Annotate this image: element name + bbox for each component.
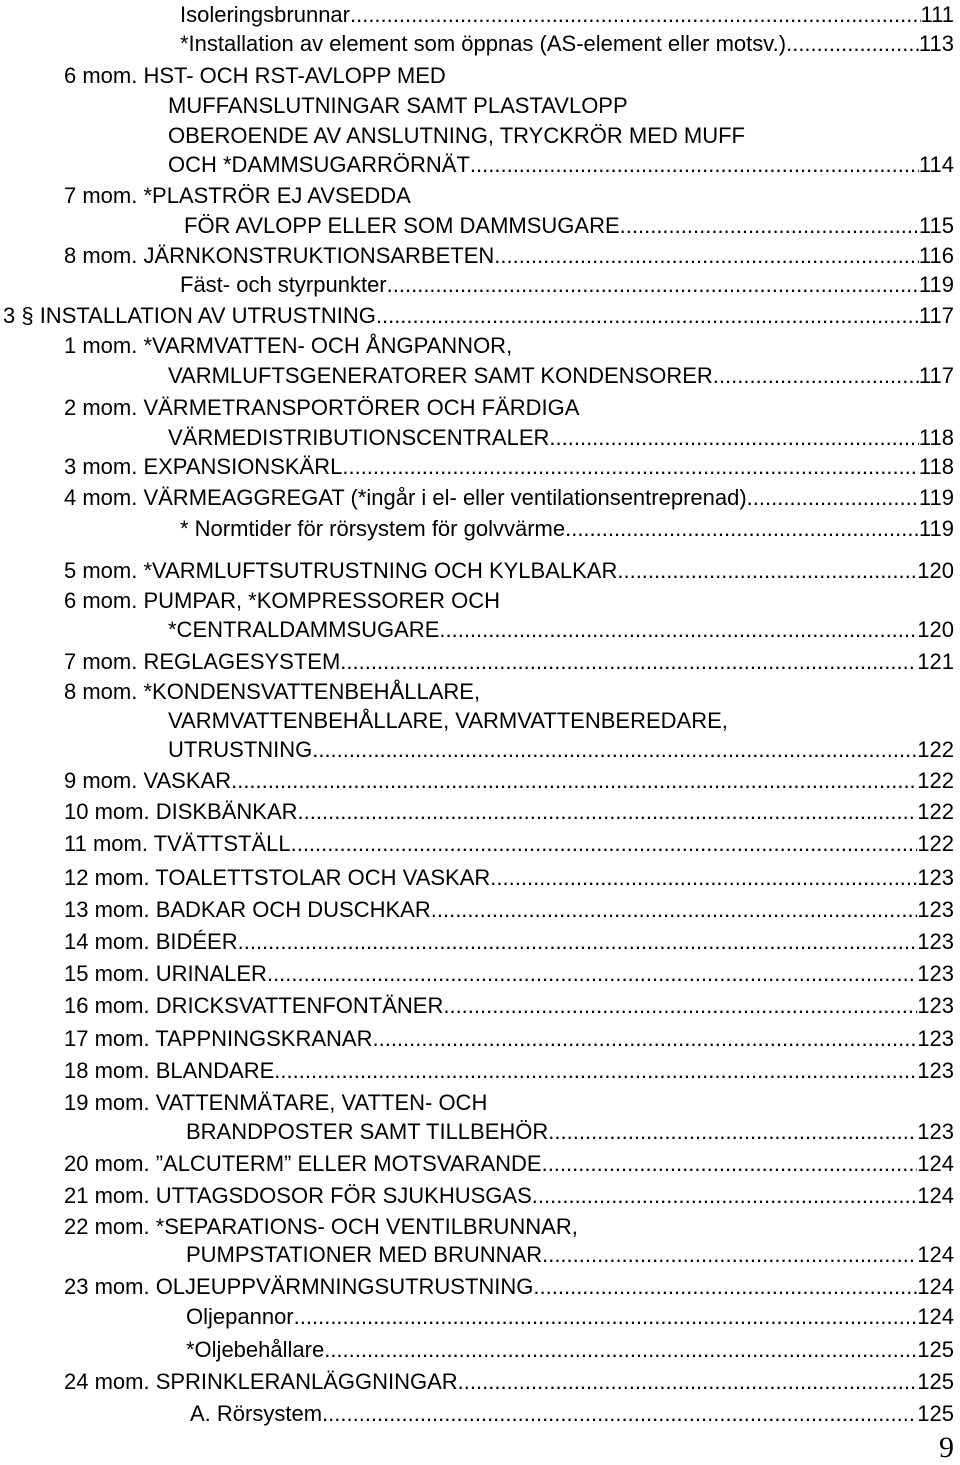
toc-entry-title: 1 mom. *VARMVATTEN- OCH ÅNGPANNOR, xyxy=(64,333,513,358)
toc-entry-page: 116 xyxy=(918,243,954,268)
toc-entry xyxy=(168,150,954,180)
toc-entry xyxy=(168,361,954,391)
toc-entry xyxy=(168,91,628,121)
toc-entry xyxy=(168,121,745,151)
toc-entry xyxy=(64,586,500,616)
toc-entry-title: *Installation av element som öppnas (AS-element eller motsv.) xyxy=(180,31,787,56)
toc-entry xyxy=(64,797,954,827)
dot-leader xyxy=(443,991,917,1021)
toc-entry-title: *CENTRALDAMMSUGARE xyxy=(168,617,440,642)
dot-leader xyxy=(458,1367,918,1397)
dot-leader xyxy=(713,361,919,391)
dot-leader xyxy=(542,1149,918,1179)
toc-entry xyxy=(64,1149,954,1179)
toc-entry-title: 17 mom. TAPPNINGSKRANAR xyxy=(64,1026,373,1051)
dot-leader xyxy=(620,211,919,241)
toc-entry-title: 6 mom. HST- OCH RST-AVLOPP MED xyxy=(64,63,446,88)
dot-leader xyxy=(470,150,919,180)
toc-entry-title: 13 mom. BADKAR OCH DUSCHKAR xyxy=(64,897,431,922)
toc-entry-title: VARMLUFTSGENERATORER SAMT KONDENSORER xyxy=(168,363,713,388)
toc-entry-page: 122 xyxy=(917,737,954,762)
toc-entry xyxy=(64,647,954,677)
toc-entry xyxy=(168,423,954,453)
toc-entry-title: OBEROENDE AV ANSLUTNING, TRYCKRÖR MED MUFF xyxy=(168,123,745,148)
toc-entry-page: 123 xyxy=(917,897,954,922)
toc-entry xyxy=(64,895,954,925)
toc-entry-title: 7 mom. REGLAGESYSTEM xyxy=(64,649,341,674)
toc-entry-title: 12 mom. TOALETTSTOLAR OCH VASKAR xyxy=(64,865,491,890)
toc-entry-page: 111 xyxy=(920,2,954,27)
toc-entry xyxy=(64,452,954,482)
toc-entry-page: 113 xyxy=(918,31,954,56)
toc-entry-title: 24 mom. SPRINKLERANLÄGGNINGAR xyxy=(64,1369,458,1394)
toc-entry-page: 123 xyxy=(917,993,954,1018)
toc-entry-title: 23 mom. OLJEUPPVÄRMNINGSUTRUSTNING xyxy=(64,1274,534,1299)
toc-entry xyxy=(64,677,480,707)
toc-entry xyxy=(64,863,954,893)
toc-entry-page: 123 xyxy=(917,1119,954,1144)
dot-leader xyxy=(617,556,917,586)
dot-leader xyxy=(298,797,918,827)
toc-entry-title: VÄRMEDISTRIBUTIONSCENTRALER xyxy=(168,425,550,450)
toc-entry-title: 4 mom. VÄRMEAGGREGAT (*ingår i el- eller ventilationsentreprenad) xyxy=(64,485,747,510)
toc-entry-title: UTRUSTNING xyxy=(168,737,313,762)
toc-entry-page: 119 xyxy=(918,272,954,297)
toc-entry xyxy=(64,1212,578,1242)
toc-entry xyxy=(64,959,954,989)
toc-entry-page: 118 xyxy=(918,454,954,479)
toc-entry-title: *Oljebehållare xyxy=(186,1337,325,1362)
toc-entry-page: 120 xyxy=(917,558,954,583)
toc-entry-title: 2 mom. VÄRMETRANSPORTÖRER OCH FÄRDIGA xyxy=(64,395,580,420)
toc-entry xyxy=(64,927,954,957)
toc-entry-title: 20 mom. ”ALCUTERM” ELLER MOTSVARANDE xyxy=(64,1151,542,1176)
toc-entry-title: 11 mom. TVÄTTSTÄLL xyxy=(64,831,291,856)
toc-entry xyxy=(64,241,954,271)
dot-leader xyxy=(431,895,918,925)
toc-entry-title: Fäst- och styrpunkter xyxy=(180,272,387,297)
toc-entry-title: FÖR AVLOPP ELLER SOM DAMMSUGARE xyxy=(184,213,620,238)
toc-entry-page: 124 xyxy=(917,1274,954,1299)
dot-leader xyxy=(312,735,917,765)
toc-entry-title: 18 mom. BLANDARE xyxy=(64,1058,275,1083)
dot-leader xyxy=(267,959,917,989)
dot-leader xyxy=(549,423,919,453)
toc-entry-page: 115 xyxy=(918,213,954,238)
toc-entry xyxy=(64,181,411,211)
dot-leader xyxy=(350,0,921,30)
toc-entry xyxy=(180,29,954,59)
toc-entry xyxy=(64,1056,954,1086)
toc-entry-title: MUFFANSLUTNINGAR SAMT PLASTAVLOPP xyxy=(168,93,628,118)
toc-entry xyxy=(168,615,954,645)
dot-leader xyxy=(294,1302,918,1332)
toc-entry-title: 7 mom. *PLASTRÖR EJ AVSEDDA xyxy=(64,183,411,208)
toc-entry xyxy=(180,0,954,30)
toc-entry xyxy=(180,514,954,544)
dot-leader xyxy=(372,1024,917,1054)
toc-entry xyxy=(64,1272,954,1302)
toc-entry xyxy=(186,1240,954,1270)
dot-leader xyxy=(376,301,919,331)
toc-entry-page: 125 xyxy=(917,1337,954,1362)
toc-entry-page: 122 xyxy=(917,831,954,856)
dot-leader xyxy=(231,766,917,796)
toc-entry xyxy=(186,1335,954,1365)
toc-entry-page: 123 xyxy=(917,1026,954,1051)
toc-entry xyxy=(180,270,954,300)
toc-entry xyxy=(64,766,954,796)
toc-entry xyxy=(168,706,728,736)
toc-entry-page: 123 xyxy=(917,961,954,986)
toc-entry-title: 21 mom. UTTAGSDOSOR FÖR SJUKHUSGAS xyxy=(64,1183,532,1208)
dot-leader xyxy=(548,1117,917,1147)
toc-entry xyxy=(186,1302,954,1332)
toc-entry-page: 118 xyxy=(918,425,954,450)
toc-entry xyxy=(168,735,954,765)
toc-entry-title: Isoleringsbrunnar xyxy=(180,2,350,27)
page-number: 9 xyxy=(939,1431,954,1464)
toc-entry xyxy=(64,1367,954,1397)
toc-entry-page: 121 xyxy=(917,649,954,674)
dot-leader xyxy=(439,615,917,645)
toc-entry xyxy=(64,829,954,859)
toc-entry-title: BRANDPOSTER SAMT TILLBEHÖR xyxy=(186,1119,549,1144)
toc-entry-title: 6 mom. PUMPAR, *KOMPRESSORER OCH xyxy=(64,588,500,613)
toc-entry-title: A. Rörsystem xyxy=(190,1401,323,1426)
toc-entry-page: 124 xyxy=(917,1304,954,1329)
toc-entry-page: 119 xyxy=(918,485,954,510)
toc-entry-page: 114 xyxy=(918,152,954,177)
toc-entry-page: 124 xyxy=(917,1151,954,1176)
toc-entry xyxy=(186,1117,954,1147)
toc-entry-page: 124 xyxy=(917,1242,954,1267)
toc-entry-page: 125 xyxy=(917,1369,954,1394)
dot-leader xyxy=(542,1240,917,1270)
dot-leader xyxy=(533,1272,917,1302)
toc-entry xyxy=(64,1088,487,1118)
toc-entry-title: Oljepannor xyxy=(186,1304,294,1329)
dot-leader xyxy=(494,241,919,271)
toc-entry xyxy=(64,1024,954,1054)
toc-entry-title: 8 mom. JÄRNKONSTRUKTIONSARBETEN xyxy=(64,243,495,268)
toc-entry xyxy=(184,211,954,241)
toc-entry-title: 3 mom. EXPANSIONSKÄRL xyxy=(64,454,343,479)
toc-entry-page: 117 xyxy=(918,363,954,388)
toc-entry-title: 10 mom. DISKBÄNKAR xyxy=(64,799,298,824)
toc-entry-title: 14 mom. BIDÉER xyxy=(64,929,238,954)
toc-entry-title: VARMVATTENBEHÅLLARE, VARMVATTENBEREDARE, xyxy=(168,708,728,733)
toc-entry-page: 122 xyxy=(917,799,954,824)
toc-entry-page: 123 xyxy=(917,865,954,890)
toc-entry-title: 5 mom. *VARMLUFTSUTRUSTNING OCH KYLBALKAR xyxy=(64,558,618,583)
toc-entry-page: 123 xyxy=(917,1058,954,1083)
dot-leader xyxy=(340,647,917,677)
toc-entry xyxy=(64,393,579,423)
toc-entry-page: 124 xyxy=(917,1183,954,1208)
toc-entry-title: OCH *DAMMSUGARRÖRNÄT xyxy=(168,152,470,177)
toc-entry-title: 19 mom. VATTENMÄTARE, VATTEN- OCH xyxy=(64,1090,488,1115)
toc-entry xyxy=(64,556,954,586)
toc-entry-title: 9 mom. VASKAR xyxy=(64,768,232,793)
toc-entry-title: 22 mom. *SEPARATIONS- OCH VENTILBRUNNAR, xyxy=(64,1214,578,1239)
toc-entry-title: 3 § INSTALLATION AV UTRUSTNING xyxy=(3,303,376,328)
toc-entry-title: PUMPSTATIONER MED BRUNNAR xyxy=(186,1242,543,1267)
toc-entry-page: 120 xyxy=(917,617,954,642)
toc-entry-page: 123 xyxy=(917,929,954,954)
dot-leader xyxy=(324,1335,917,1365)
toc-entry-page: 125 xyxy=(917,1401,954,1426)
dot-leader xyxy=(322,1399,917,1429)
toc-entry xyxy=(190,1399,954,1429)
dot-leader xyxy=(747,483,919,513)
dot-leader xyxy=(786,29,919,59)
toc-entry xyxy=(64,991,954,1021)
dot-leader xyxy=(274,1056,917,1086)
toc-entry-page: 122 xyxy=(917,768,954,793)
toc-entry-title: 8 mom. *KONDENSVATTENBEHÅLLARE, xyxy=(64,679,481,704)
dot-leader xyxy=(342,452,919,482)
dot-leader xyxy=(238,927,918,957)
dot-leader xyxy=(291,829,918,859)
toc-entry-title: * Normtider för rörsystem för golvvärme xyxy=(180,516,566,541)
toc-entry xyxy=(3,301,954,331)
toc-entry xyxy=(64,61,446,91)
toc-entry-title: 16 mom. DRICKSVATTENFONTÄNER xyxy=(64,993,444,1018)
toc-entry xyxy=(64,483,954,513)
toc-entry-page: 119 xyxy=(918,516,954,541)
dot-leader xyxy=(490,863,917,893)
dot-leader xyxy=(565,514,919,544)
toc-entry xyxy=(64,1181,954,1211)
toc-entry-title: 15 mom. URINALER xyxy=(64,961,267,986)
toc-entry xyxy=(64,331,512,361)
toc-entry-page: 117 xyxy=(918,303,954,328)
dot-leader xyxy=(532,1181,918,1211)
dot-leader xyxy=(387,270,919,300)
